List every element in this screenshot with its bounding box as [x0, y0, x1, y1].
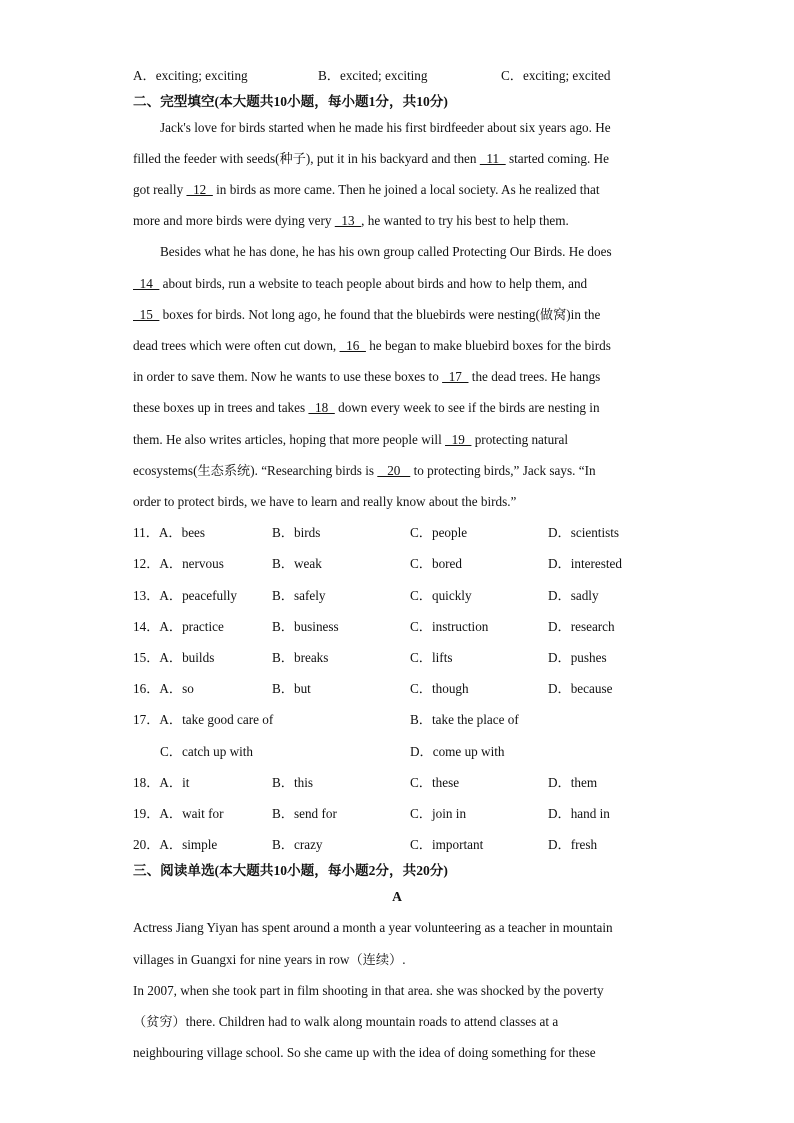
prev-option-b: B．excited; exciting [318, 68, 428, 83]
question-option-b: B．business [272, 619, 339, 634]
passage-line [133, 150, 609, 168]
passage-text: protecting natural [471, 432, 569, 447]
question-option-a: 12．A．nervous [133, 556, 224, 571]
passage-line [133, 431, 568, 449]
question-option-a: 19．A．wait for [133, 806, 224, 821]
passage-text: these boxes up in trees and takes [133, 400, 309, 415]
passage-text: in order to save them. Now he wants to use these boxes to [133, 369, 443, 384]
passage-line [133, 368, 600, 386]
cloze-blank: 18 [308, 400, 335, 415]
passage-text: filled the feeder with seeds(种子), put it in his backyard and then [133, 151, 480, 166]
question-option-c: C．important [410, 837, 484, 852]
passage-text: more and more birds were dying very [133, 213, 335, 228]
question-option-b: B．weak [272, 556, 322, 571]
cloze-blank: 20 [377, 463, 411, 478]
prev-option-a: A．exciting; exciting [133, 68, 248, 83]
cloze-blank: 13 [334, 213, 362, 228]
question-option-c: C．lifts [410, 650, 453, 665]
question-option-a: 15．A．builds [133, 650, 215, 665]
reading-line: villages in Guangxi for nine years in row（连续）. [133, 952, 406, 967]
passage-line [133, 493, 516, 511]
passage-text: ecosystems(生态系统). “Researching birds is [133, 463, 378, 478]
question-option-d: D．sadly [548, 588, 599, 603]
passage-text: in birds as more came. Then he joined a local society. As he realized that [212, 182, 600, 197]
passage-text: , he wanted to try his best to help them. [361, 213, 569, 228]
question-option-a: 13．A．peacefully [133, 588, 237, 603]
question-option-d: D．hand in [548, 806, 610, 821]
question-option-c: C．bored [410, 556, 463, 571]
question-option-c: C．instruction [410, 619, 489, 634]
question-option-d: D．scientists [548, 525, 620, 540]
reading-line: Actress Jiang Yiyan has spent around a month a year volunteering as a teacher in mountain [133, 920, 613, 935]
question-option-c: C．quickly [410, 588, 472, 603]
question-option-a: 14．A．practice [133, 619, 224, 634]
q17-option-c: C．catch up with [160, 744, 254, 759]
passage-text: the dead trees. He hangs [468, 369, 601, 384]
passage-line [160, 243, 612, 261]
passage-text: he began to make bluebird boxes for the birds [365, 338, 611, 353]
cloze-blank: 12 [186, 182, 213, 197]
q17-option-a: 17．A．take good care of [133, 712, 274, 727]
passage-line [133, 399, 600, 417]
cloze-blank: 19 [445, 432, 472, 447]
cloze-blank: 15 [133, 307, 160, 322]
question-option-b: B．but [272, 681, 311, 696]
question-option-c: C．though [410, 681, 469, 696]
reading-line: （贫穷）there. Children had to walk along mountain roads to attend classes at a [133, 1014, 559, 1029]
passage-text: started coming. He [505, 151, 609, 166]
prev-option-c: C．exciting; excited [501, 68, 611, 83]
passage-line [133, 462, 596, 480]
question-option-c: C．these [410, 775, 460, 790]
question-option-a: 18．A．it [133, 775, 190, 790]
question-option-b: B．this [272, 775, 314, 790]
cloze-blank: 16 [339, 338, 366, 353]
question-option-d: D．pushes [548, 650, 607, 665]
question-option-a: 11．A．bees [133, 525, 206, 540]
question-option-d: D．them [548, 775, 598, 790]
passage-text: got really [133, 182, 187, 197]
passage-label: A [392, 889, 402, 904]
passage-text: to protecting birds,” Jack says. “In [410, 463, 596, 478]
section2-heading: 二、完型填空(本大题共10小题，每小题1分，共10分) [133, 94, 448, 109]
passage-text: them. He also writes articles, hoping that more people will [133, 432, 446, 447]
question-option-b: B．crazy [272, 837, 323, 852]
question-option-b: B．safely [272, 588, 326, 603]
q17-option-b: B．take the place of [410, 712, 519, 727]
passage-text: Jack's love for birds started when he made his first birdfeeder about six years ago. He [160, 120, 611, 135]
passage-line [133, 275, 587, 293]
cloze-blank: 14 [133, 276, 160, 291]
question-option-a: 16．A．so [133, 681, 194, 696]
q17-option-d: D．come up with [410, 744, 505, 759]
question-option-b: B．breaks [272, 650, 329, 665]
passage-text: down every week to see if the birds are nesting in [334, 400, 600, 415]
passage-text: dead trees which were often cut down, [133, 338, 340, 353]
passage-text: Besides what he has done, he has his own group called Protecting Our Birds. He does [160, 244, 612, 259]
question-option-d: D．fresh [548, 837, 598, 852]
passage-line [133, 337, 611, 355]
question-option-c: C．join in [410, 806, 467, 821]
question-option-d: D．interested [548, 556, 622, 571]
reading-line: neighbouring village school. So she came up with the idea of doing something for these [133, 1045, 596, 1060]
question-option-c: C．people [410, 525, 468, 540]
question-option-d: D．research [548, 619, 615, 634]
passage-text: order to protect birds, we have to learn and really know about the birds.” [133, 494, 517, 509]
cloze-blank: 11 [479, 151, 506, 166]
question-option-b: B．send for [272, 806, 337, 821]
question-option-d: D．because [548, 681, 613, 696]
question-option-a: 20．A．simple [133, 837, 218, 852]
passage-line [160, 119, 611, 137]
passage-line [133, 212, 569, 230]
passage-text: about birds, run a website to teach people about birds and how to help them, and [159, 276, 588, 291]
cloze-blank: 17 [442, 369, 469, 384]
section3-heading: 三、阅读单选(本大题共10小题，每小题2分，共20分) [133, 863, 448, 878]
question-option-b: B．birds [272, 525, 321, 540]
passage-line [133, 181, 600, 199]
passage-text: boxes for birds. Not long ago, he found that the bluebirds were nesting(做窝)in the [159, 307, 601, 322]
passage-line [133, 306, 600, 324]
reading-line: In 2007, when she took part in film shooting in that area. she was shocked by the poverty [133, 983, 604, 998]
